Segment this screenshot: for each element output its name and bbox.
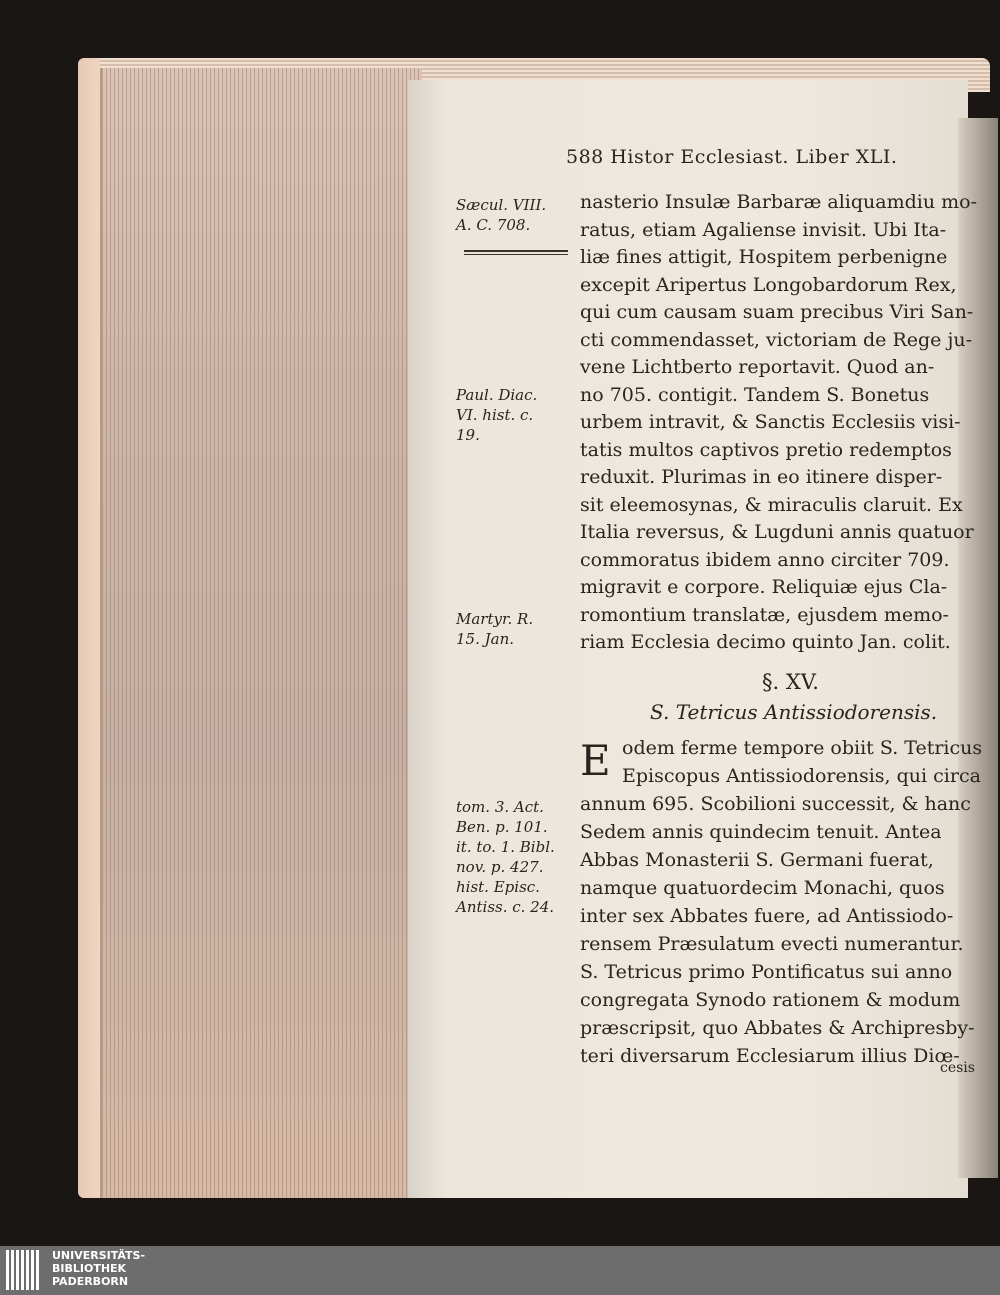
text-line: Abbas Monasterii S. Germani fuerat, bbox=[580, 849, 934, 871]
library-logo-icon bbox=[6, 1250, 46, 1290]
margin-note: nov. p. 427. bbox=[456, 858, 544, 876]
text-line: odem ferme tempore obiit S. Tetricus bbox=[622, 737, 983, 759]
text-line: qui cum causam suam precibus Viri San- bbox=[580, 301, 974, 323]
margin-rule bbox=[464, 250, 568, 255]
text-line: ratus, etiam Agaliense invisit. Ubi Ita- bbox=[580, 218, 947, 241]
margin-note: Martyr. R. bbox=[456, 610, 534, 628]
margin-note: Sæcul. VIII. bbox=[456, 196, 547, 214]
text-line: riam Ecclesia decimo quinto Jan. colit. bbox=[580, 631, 951, 653]
library-footer bbox=[0, 1246, 1000, 1295]
library-name: UNIVERSITÄTS- BIBLIOTHEK PADERBORN bbox=[52, 1249, 146, 1288]
text-line: cesis bbox=[940, 1060, 975, 1076]
text-line: præscripsit, quo Abbates & Archipresby- bbox=[580, 1017, 975, 1039]
text-line: cti commendasset, victoriam de Rege ju- bbox=[580, 328, 972, 351]
text-line: inter sex Abbates fuere, ad Antissiodo- bbox=[580, 905, 954, 927]
margin-note: hist. Episc. bbox=[456, 878, 540, 896]
text-line: reduxit. Plurimas in eo itinere disper- bbox=[580, 466, 943, 488]
text-line: commoratus ibidem anno circiter 709. bbox=[580, 548, 950, 571]
section-number: §. XV. bbox=[762, 670, 819, 694]
page-fore-edge bbox=[100, 68, 422, 1198]
text-line: Italia reversus, & Lugduni annis quatuor bbox=[580, 521, 974, 543]
margin-note: it. to. 1. Bibl. bbox=[456, 838, 555, 856]
text-line: annum 695. Scobilioni successit, & hanc bbox=[580, 793, 971, 815]
text-line: vene Lichtberto reportavit. Quod an- bbox=[580, 356, 935, 378]
margin-note: Ben. p. 101. bbox=[456, 818, 548, 836]
text-line: rensem Præsulatum evecti numerantur. bbox=[580, 933, 964, 955]
text-line: nasterio Insulæ Barbaræ aliquamdiu mo- bbox=[580, 191, 977, 213]
text-line: Episcopus Antissiodorensis, qui circa bbox=[622, 765, 981, 787]
text-line: liæ fines attigit, Hospitem perbenigne bbox=[580, 246, 948, 268]
running-header: 588 Histor Ecclesiast. Liber XLI. bbox=[566, 146, 898, 168]
text-line: no 705. contigit. Tandem S. Bonetus bbox=[580, 383, 930, 406]
text-line: sit eleemosynas, & miraculis claruit. Ex bbox=[580, 493, 963, 516]
text-line: congregata Synodo rationem & modum bbox=[580, 989, 961, 1011]
margin-note: tom. 3. Act. bbox=[456, 798, 544, 816]
text-line: namque quatuordecim Monachi, quos bbox=[580, 877, 945, 899]
text-line: teri diversarum Ecclesiarum illius Diœ- bbox=[580, 1045, 960, 1067]
margin-note: VI. hist. c. bbox=[456, 406, 534, 424]
margin-note: 19. bbox=[456, 426, 480, 444]
text-line: Sedem annis quindecim tenuit. Antea bbox=[580, 821, 942, 843]
margin-note: Paul. Diac. bbox=[456, 386, 538, 404]
margin-note: Antiss. c. 24. bbox=[456, 898, 555, 916]
text-line: urbem intravit, & Sanctis Ecclesiis visi- bbox=[580, 411, 961, 433]
text-line: excepit Aripertus Longobardorum Rex, bbox=[580, 273, 957, 296]
text-line: S. Tetricus primo Pontificatus sui anno bbox=[580, 961, 953, 983]
section-title: S. Tetricus Antissiodorensis. bbox=[650, 700, 938, 724]
margin-note: A. C. 708. bbox=[456, 216, 531, 234]
margin-note: 15. Jan. bbox=[456, 630, 515, 648]
drop-cap: E bbox=[580, 736, 611, 785]
text-line: migravit e corpore. Reliquiæ ejus Cla- bbox=[580, 576, 948, 598]
text-line: romontium translatæ, ejusdem memo- bbox=[580, 603, 949, 626]
text-line: tatis multos captivos pretio redemptos bbox=[580, 438, 952, 461]
